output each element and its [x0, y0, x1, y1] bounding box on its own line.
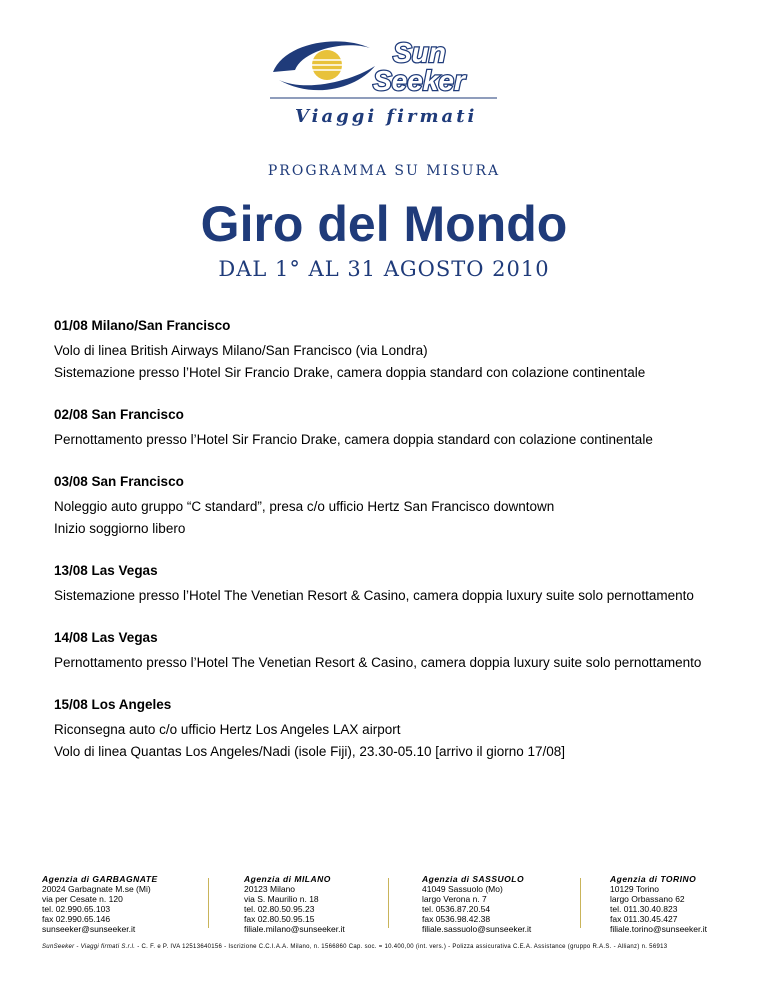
day-line: Sistemazione presso l’Hotel The Venetian Resort & Casino, camera doppia luxury suite solo pernottamento [54, 588, 694, 603]
agency-garbagnate [42, 874, 202, 934]
agency-address1: 20024 Garbagnate M.se (Mi) [42, 884, 151, 894]
itinerary-day [54, 696, 718, 763]
agency-address1: 10129 Torino [610, 884, 659, 894]
day-line: Volo di linea Quantas Los Angeles/Nadi (isole Fiji), 23.30-05.10 [arrivo il giorno 17/08] [54, 744, 566, 759]
agency-address2: via S. Maurilio n. 18 [244, 894, 319, 904]
itinerary [54, 317, 718, 785]
agency-address2: largo Verona n. 7 [422, 894, 487, 904]
itinerary-day [54, 473, 718, 540]
divider [580, 878, 581, 928]
agency-footer [42, 874, 742, 934]
day-title: 13/08 Las Vegas [54, 563, 158, 578]
agency-fax: fax 02.80.50.95.15 [244, 914, 315, 924]
page-title: Giro del Mondo [200, 196, 568, 252]
program-kicker: PROGRAMMA SU MISURA [267, 163, 501, 179]
sun-eye-logo-icon [265, 30, 505, 130]
agency-title: Agenzia di MILANO [244, 874, 331, 884]
itinerary-day [54, 562, 718, 607]
day-line: Inizio soggiorno libero [54, 521, 186, 536]
agency-title: Agenzia di SASSUOLO [422, 874, 525, 884]
divider [208, 878, 209, 928]
agency-tel: tel. 011.30.40.823 [610, 904, 678, 914]
agency-address1: 41049 Sassuolo (Mo) [422, 884, 503, 894]
itinerary-day [54, 406, 718, 451]
day-title: 15/08 Los Angeles [54, 697, 172, 712]
logo-tagline: Viaggi firmati [295, 106, 478, 127]
agency-title: Agenzia di GARBAGNATE [42, 874, 158, 884]
day-line: Volo di linea British Airways Milano/San Francisco (via Londra) [54, 343, 428, 358]
agency-email[interactable]: sunseeker@sunseeker.it [42, 924, 136, 934]
divider [388, 878, 389, 928]
agency-tel: tel. 0536.87.20.54 [422, 904, 491, 914]
agency-torino [610, 874, 768, 934]
agency-email[interactable]: filiale.milano@sunseeker.it [244, 924, 345, 934]
logo-line1: Sun [393, 37, 446, 68]
travel-dates: DAL 1° AL 31 AGOSTO 2010 [218, 257, 550, 281]
agency-address2: via per Cesate n. 120 [42, 894, 123, 904]
agency-milano [244, 874, 404, 934]
agency-email[interactable]: filiale.sassuolo@sunseeker.it [422, 924, 532, 934]
agency-title: Agenzia di TORINO [610, 874, 697, 884]
legal-company: SunSeeker - Viaggi firmati S.r.l. [42, 944, 136, 950]
day-title: 14/08 Las Vegas [54, 630, 158, 645]
agency-email[interactable]: filiale.torino@sunseeker.it [610, 924, 707, 934]
day-line: Riconsegna auto c/o ufficio Hertz Los Angeles LAX airport [54, 722, 401, 737]
day-title: 01/08 Milano/San Francisco [54, 318, 231, 333]
day-line: Pernottamento presso l’Hotel Sir Francio Drake, camera doppia standard con colazione continentale [54, 432, 653, 447]
agency-fax: fax 011.30.45.427 [610, 914, 678, 924]
agency-tel: tel. 02.80.50.95.23 [244, 904, 315, 914]
agency-tel: tel. 02.990.65.103 [42, 904, 111, 914]
logo-line2: Seeker [373, 65, 465, 96]
day-title: 02/08 San Francisco [54, 407, 184, 422]
sunseeker-logo [265, 30, 505, 130]
agency-fax: fax 0536.98.42.38 [422, 914, 491, 924]
legal-text: - C. F. e P. IVA 12513640156 - Iscrizione C.C.I.A.A. Milano, n. 1566860 Cap. soc. = 10.400,00 (int. vers.) - Polizza assicurativa C.E.A. Assistance (gruppo R.A.S. - Allianz) n. 56913 [135, 944, 668, 950]
agency-sassuolo [422, 874, 582, 934]
agency-address2: largo Orbassano 62 [610, 894, 685, 904]
legal-footer [42, 944, 742, 950]
day-line: Sistemazione presso l’Hotel Sir Francio Drake, camera doppia standard con colazione continentale [54, 365, 646, 380]
itinerary-day [54, 629, 718, 674]
day-line: Pernottamento presso l’Hotel The Venetian Resort & Casino, camera doppia luxury suite solo pernottamento [54, 655, 702, 670]
itinerary-day [54, 317, 718, 384]
agency-fax: fax 02.990.65.146 [42, 914, 111, 924]
agency-address1: 20123 Milano [244, 884, 296, 894]
day-title: 03/08 San Francisco [54, 474, 184, 489]
day-line: Noleggio auto gruppo “C standard”, presa c/o ufficio Hertz San Francisco downtown [54, 499, 555, 514]
